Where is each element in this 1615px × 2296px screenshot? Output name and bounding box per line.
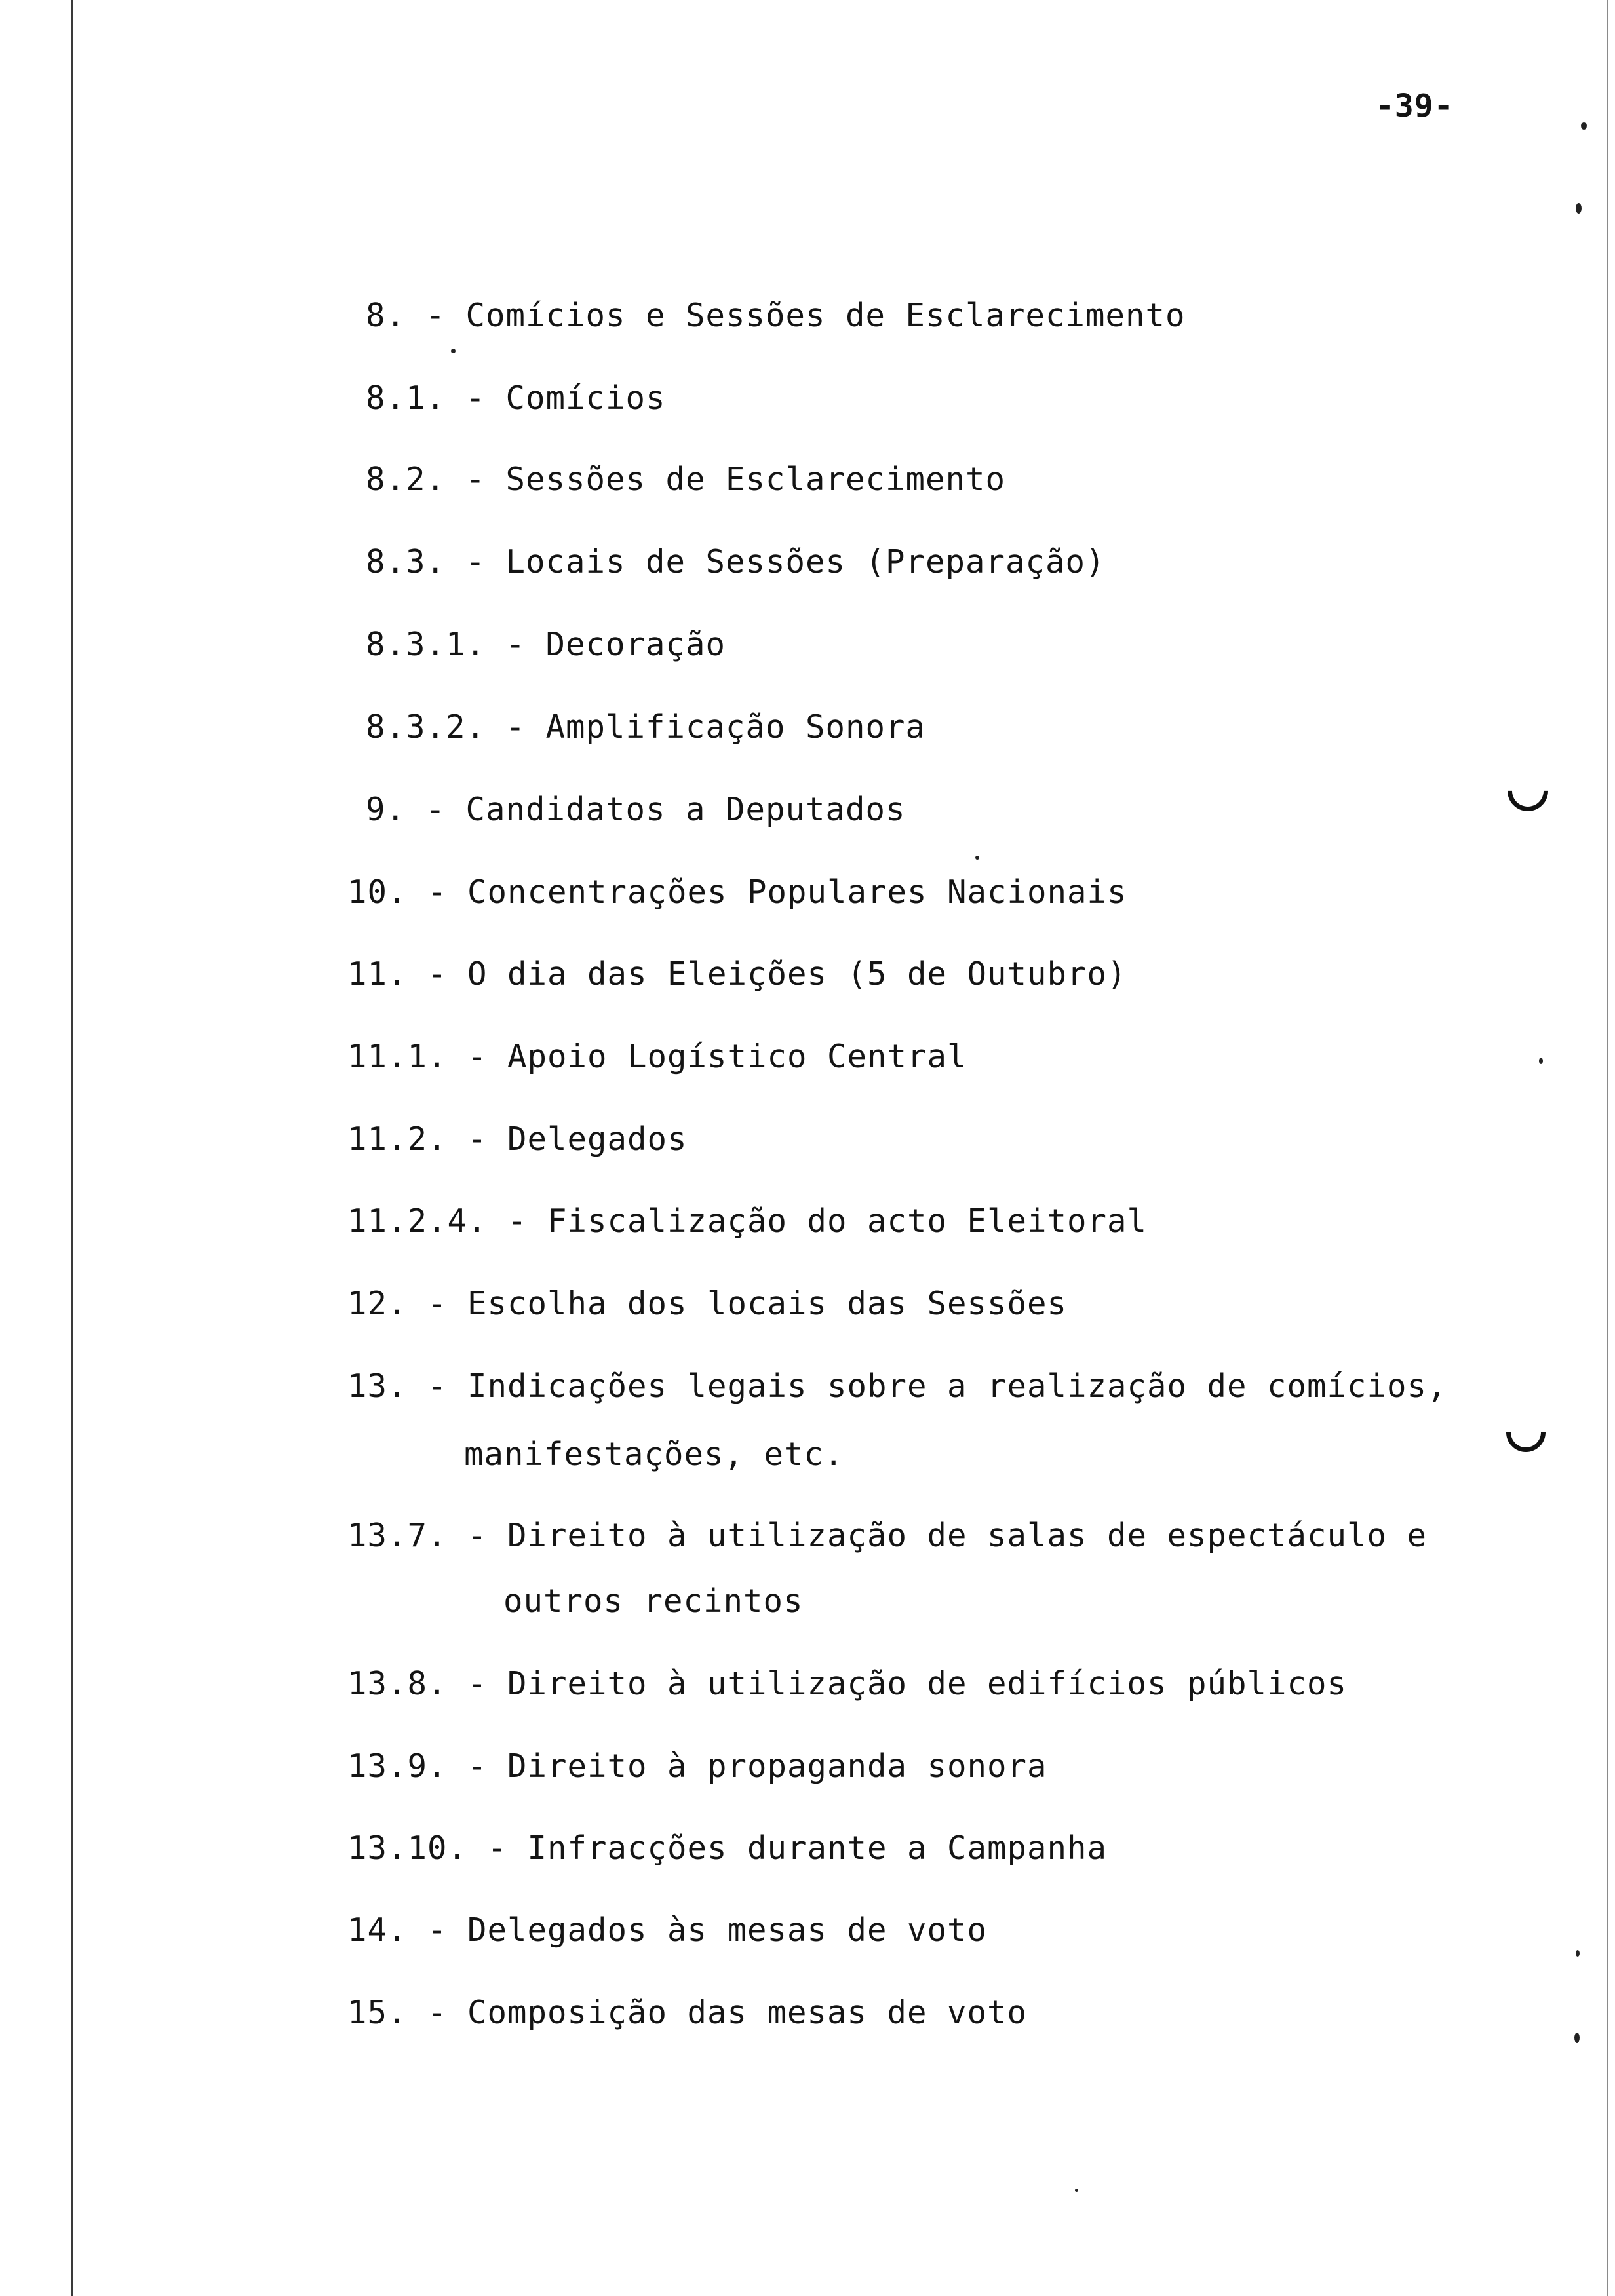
scan-speck: [1075, 2189, 1078, 2192]
toc-entry-12: 12. - Escolha dos locais das Sessões: [347, 1285, 1068, 1322]
toc-entry-8: 8. - Comícios e Sessões de Esclarecimento: [366, 297, 1186, 334]
toc-entry-13: 13. - Indicações legais sobre a realização de comícios,: [347, 1368, 1447, 1405]
scan-speck: [1581, 122, 1587, 130]
toc-entry-9: 9. - Candidatos a Deputados: [366, 791, 906, 828]
page-number: -39-: [1375, 88, 1454, 124]
toc-entry-13-7-continuation: outros recintos: [503, 1582, 804, 1620]
scan-speck: [975, 856, 979, 860]
toc-entry-8-1: 8.1. - Comícios: [366, 379, 666, 417]
toc-entry-15: 15. - Composição das mesas de voto: [347, 1994, 1028, 2031]
toc-entry-11-1: 11.1. - Apoio Logístico Central: [347, 1038, 967, 1075]
toc-entry-8-2: 8.2. - Sessões de Esclarecimento: [366, 461, 1006, 498]
toc-entry-8-3-1: 8.3.1. - Decoração: [366, 626, 726, 663]
scan-speck: [1576, 203, 1582, 214]
scan-speck: [1574, 2033, 1580, 2043]
toc-entry-13-7: 13.7. - Direito à utilização de salas de espectáculo e: [347, 1517, 1428, 1554]
toc-entry-11: 11. - O dia das Eleições (5 de Outubro): [347, 955, 1127, 993]
toc-entry-8-3-2: 8.3.2. - Amplificação Sonora: [366, 708, 926, 746]
toc-entry-13-8: 13.8. - Direito à utilização de edifícios públicos: [347, 1665, 1348, 1702]
toc-entry-11-2-4: 11.2.4. - Fiscalização do acto Eleitoral: [347, 1202, 1148, 1240]
scan-speck: [1539, 1058, 1543, 1064]
toc-entry-13-continuation: manifestações, etc.: [464, 1436, 844, 1473]
toc-entry-14: 14. - Delegados às mesas de voto: [347, 1911, 988, 1949]
toc-entry-13-10: 13.10. - Infracções durante a Campanha: [347, 1829, 1108, 1867]
scan-speck: [451, 349, 456, 353]
toc-entry-10: 10. - Concentrações Populares Nacionais: [347, 873, 1127, 911]
scan-speck: [1576, 1950, 1580, 1957]
toc-entry-8-3: 8.3. - Locais de Sessões (Preparação): [366, 543, 1106, 581]
toc-entry-13-9: 13.9. - Direito à propaganda sonora: [347, 1748, 1047, 1785]
toc-entry-11-2: 11.2. - Delegados: [347, 1120, 688, 1158]
